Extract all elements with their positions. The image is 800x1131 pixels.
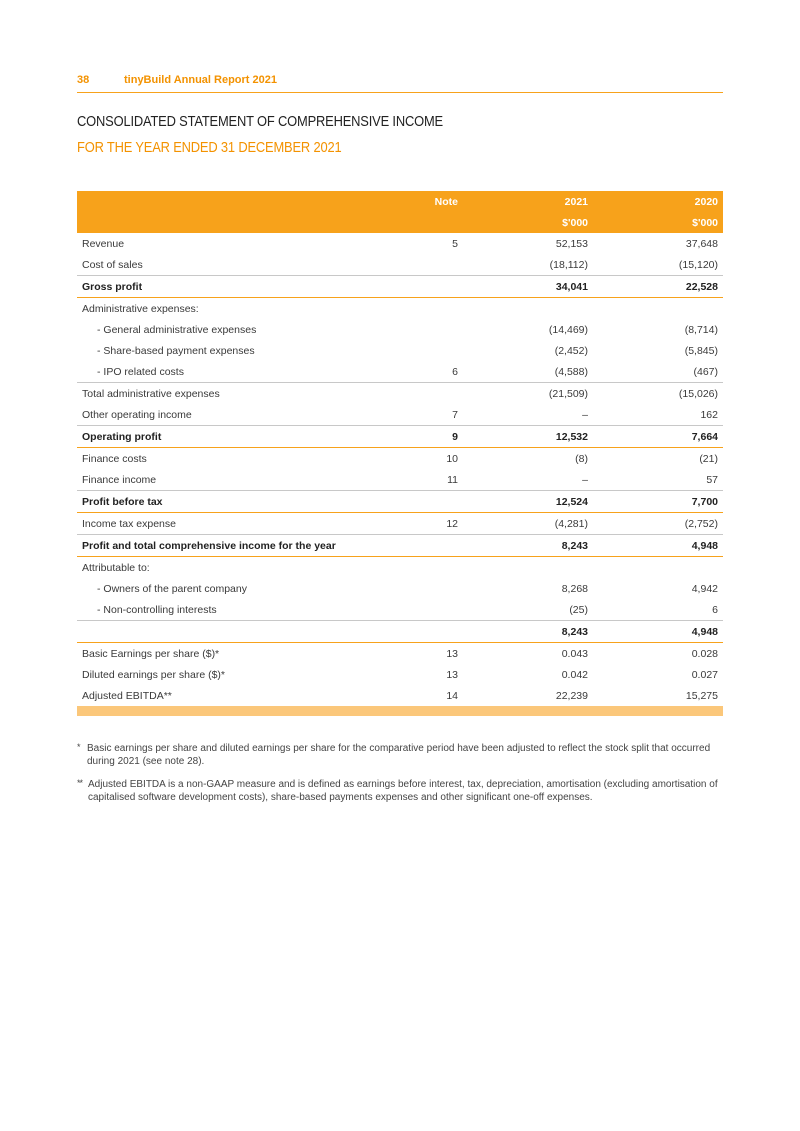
row-label: - Share-based payment expenses (97, 344, 255, 357)
row-label: Profit and total comprehensive income for the year (77, 535, 425, 557)
footnote (77, 742, 723, 768)
row-value-2020: 162 (700, 408, 718, 421)
row-label: Other operating income (82, 408, 192, 421)
row-value-2020: 7,700 (593, 491, 723, 513)
row-value-2021: (4,281) (554, 517, 588, 530)
row-note: 14 (446, 689, 458, 702)
row-value-2020: (5,845) (684, 344, 718, 357)
row-value-2021: (18,112) (549, 258, 588, 271)
row-value-2021: (25) (569, 603, 588, 616)
row-note (425, 535, 463, 557)
row-note (425, 298, 463, 320)
income-statement-table (77, 191, 723, 716)
row-value-2021: 8,243 (463, 621, 593, 643)
row-note: 13 (446, 647, 458, 660)
row-label: Operating profit (77, 426, 425, 448)
row-note: 5 (452, 237, 458, 250)
row-value-2021: (4,588) (554, 365, 588, 378)
row-label: - Non-controlling interests (97, 603, 217, 616)
row-label: Gross profit (77, 276, 425, 298)
unit-2021: $'000 (463, 212, 593, 233)
table-row-total (77, 491, 723, 513)
table-footer-band (77, 706, 723, 716)
row-note: 6 (452, 365, 458, 378)
row-value-2021: (14,469) (548, 323, 588, 336)
row-note (425, 557, 463, 579)
running-header (77, 74, 723, 93)
row-value-2021 (463, 557, 593, 579)
row-note (425, 578, 463, 599)
row-label: Cost of sales (82, 258, 143, 271)
table-row (77, 599, 723, 621)
row-label: Administrative expenses: (82, 302, 199, 315)
table-row (77, 578, 723, 599)
row-value-2020: 4,948 (593, 535, 723, 557)
row-value-2020: (21) (699, 452, 718, 465)
row-value-2020: (8,714) (684, 323, 718, 336)
row-value-2020 (593, 557, 723, 579)
row-label: Income tax expense (82, 517, 176, 530)
row-note: 11 (447, 473, 458, 486)
row-value-2021: – (582, 408, 588, 421)
row-label: Finance costs (82, 452, 147, 465)
row-value-2021: (2,452) (554, 344, 588, 357)
table-row (77, 557, 723, 579)
footnote-text: Adjusted EBITDA is a non-GAAP measure and is defined as earnings before interest, tax, depreciation, amortisation (excluding amortisation of capitalised software development costs), share-based payments expenses and other significant one-off expenses. (88, 779, 718, 803)
row-note: 12 (446, 517, 458, 530)
table-row (77, 448, 723, 470)
row-value-2021: (8) (575, 452, 588, 465)
row-note (425, 276, 463, 298)
table-row (77, 685, 723, 706)
row-value-2020: 15,275 (685, 689, 718, 702)
row-note: 7 (452, 408, 458, 421)
row-value-2020: 57 (706, 473, 718, 486)
table-row (77, 404, 723, 426)
footnote-marker: ** (77, 778, 83, 788)
table-row (77, 383, 723, 405)
footnotes (77, 742, 723, 814)
row-label: Diluted earnings per share ($)* (82, 668, 225, 681)
row-label: - IPO related costs (97, 365, 184, 378)
row-value-2021: 52,153 (555, 237, 588, 250)
row-note (425, 383, 463, 405)
statement-title: CONSOLIDATED STATEMENT OF COMPREHENSIVE INCOME (77, 113, 443, 130)
table-row (77, 319, 723, 340)
row-value-2020: 22,528 (593, 276, 723, 298)
table-row-total (77, 621, 723, 643)
table-row (77, 298, 723, 320)
row-label: Total administrative expenses (77, 383, 425, 405)
row-note (425, 340, 463, 361)
row-value-2020: (15,120) (678, 258, 718, 271)
table-row (77, 233, 723, 254)
row-note: 10 (446, 452, 458, 465)
table-row-total (77, 426, 723, 448)
row-value-2021: 8,268 (561, 582, 588, 595)
row-note: 13 (446, 668, 458, 681)
row-label: Adjusted EBITDA** (82, 689, 172, 702)
statement-subtitle: FOR THE YEAR ENDED 31 DECEMBER 2021 (77, 139, 342, 156)
row-label: - Owners of the parent company (97, 582, 247, 595)
header-row (77, 191, 723, 212)
header-unit-row (77, 212, 723, 233)
row-value-2021: – (582, 473, 588, 486)
row-note (425, 319, 463, 340)
table-row (77, 469, 723, 491)
row-value-2020: 4,948 (593, 621, 723, 643)
row-note (425, 254, 463, 276)
table-row-total (77, 535, 723, 557)
row-label: - General administrative expenses (97, 323, 257, 336)
row-value-2021 (463, 298, 593, 320)
row-value-2021: 12,524 (463, 491, 593, 513)
row-label: Attributable to: (82, 561, 150, 574)
header-2020: 2020 (593, 191, 723, 212)
footnote-marker: * (77, 742, 81, 752)
header-2021: 2021 (463, 191, 593, 212)
row-value-2021: 22,239 (555, 689, 588, 702)
row-value-2020: (2,752) (684, 517, 718, 530)
row-value-2020: 4,942 (691, 582, 718, 595)
table-row-total (77, 276, 723, 298)
row-note (425, 599, 463, 621)
row-label: Profit before tax (77, 491, 425, 513)
table-row (77, 664, 723, 685)
unit-2020: $'000 (593, 212, 723, 233)
row-value-2020: 0.027 (691, 668, 718, 681)
table-row (77, 513, 723, 535)
table-row (77, 361, 723, 383)
row-value-2020 (593, 298, 723, 320)
report-title: tinyBuild Annual Report 2021 (124, 74, 278, 86)
row-value-2021: 0.043 (561, 647, 588, 660)
row-value-2021: 34,041 (463, 276, 593, 298)
header-label-cell (77, 191, 425, 212)
row-value-2020: 6 (712, 603, 718, 616)
row-value-2020: (15,026) (593, 383, 723, 405)
row-value-2020: 37,648 (685, 237, 718, 250)
table-row (77, 643, 723, 665)
header-note: Note (425, 191, 463, 212)
page-number: 38 (77, 74, 90, 86)
row-label (77, 621, 425, 643)
row-value-2021: 0.042 (561, 668, 588, 681)
row-label: Finance income (82, 473, 157, 486)
row-value-2020: 0.028 (691, 647, 718, 660)
row-value-2020: (467) (693, 365, 718, 378)
row-note (425, 491, 463, 513)
row-note (425, 621, 463, 643)
row-label: Basic Earnings per share ($)* (82, 647, 220, 660)
row-note: 9 (425, 426, 463, 448)
row-value-2021: 8,243 (463, 535, 593, 557)
row-value-2021: 12,532 (463, 426, 593, 448)
row-value-2021: (21,509) (463, 383, 593, 405)
footnote (77, 778, 723, 804)
table-row (77, 340, 723, 361)
row-label: Revenue (82, 237, 125, 250)
row-value-2020: 7,664 (593, 426, 723, 448)
footnote-text: Basic earnings per share and diluted earnings per share for the comparative period have been adjusted to reflect the stock split that occurred during 2021 (see note 28). (87, 743, 711, 767)
table-row (77, 254, 723, 276)
